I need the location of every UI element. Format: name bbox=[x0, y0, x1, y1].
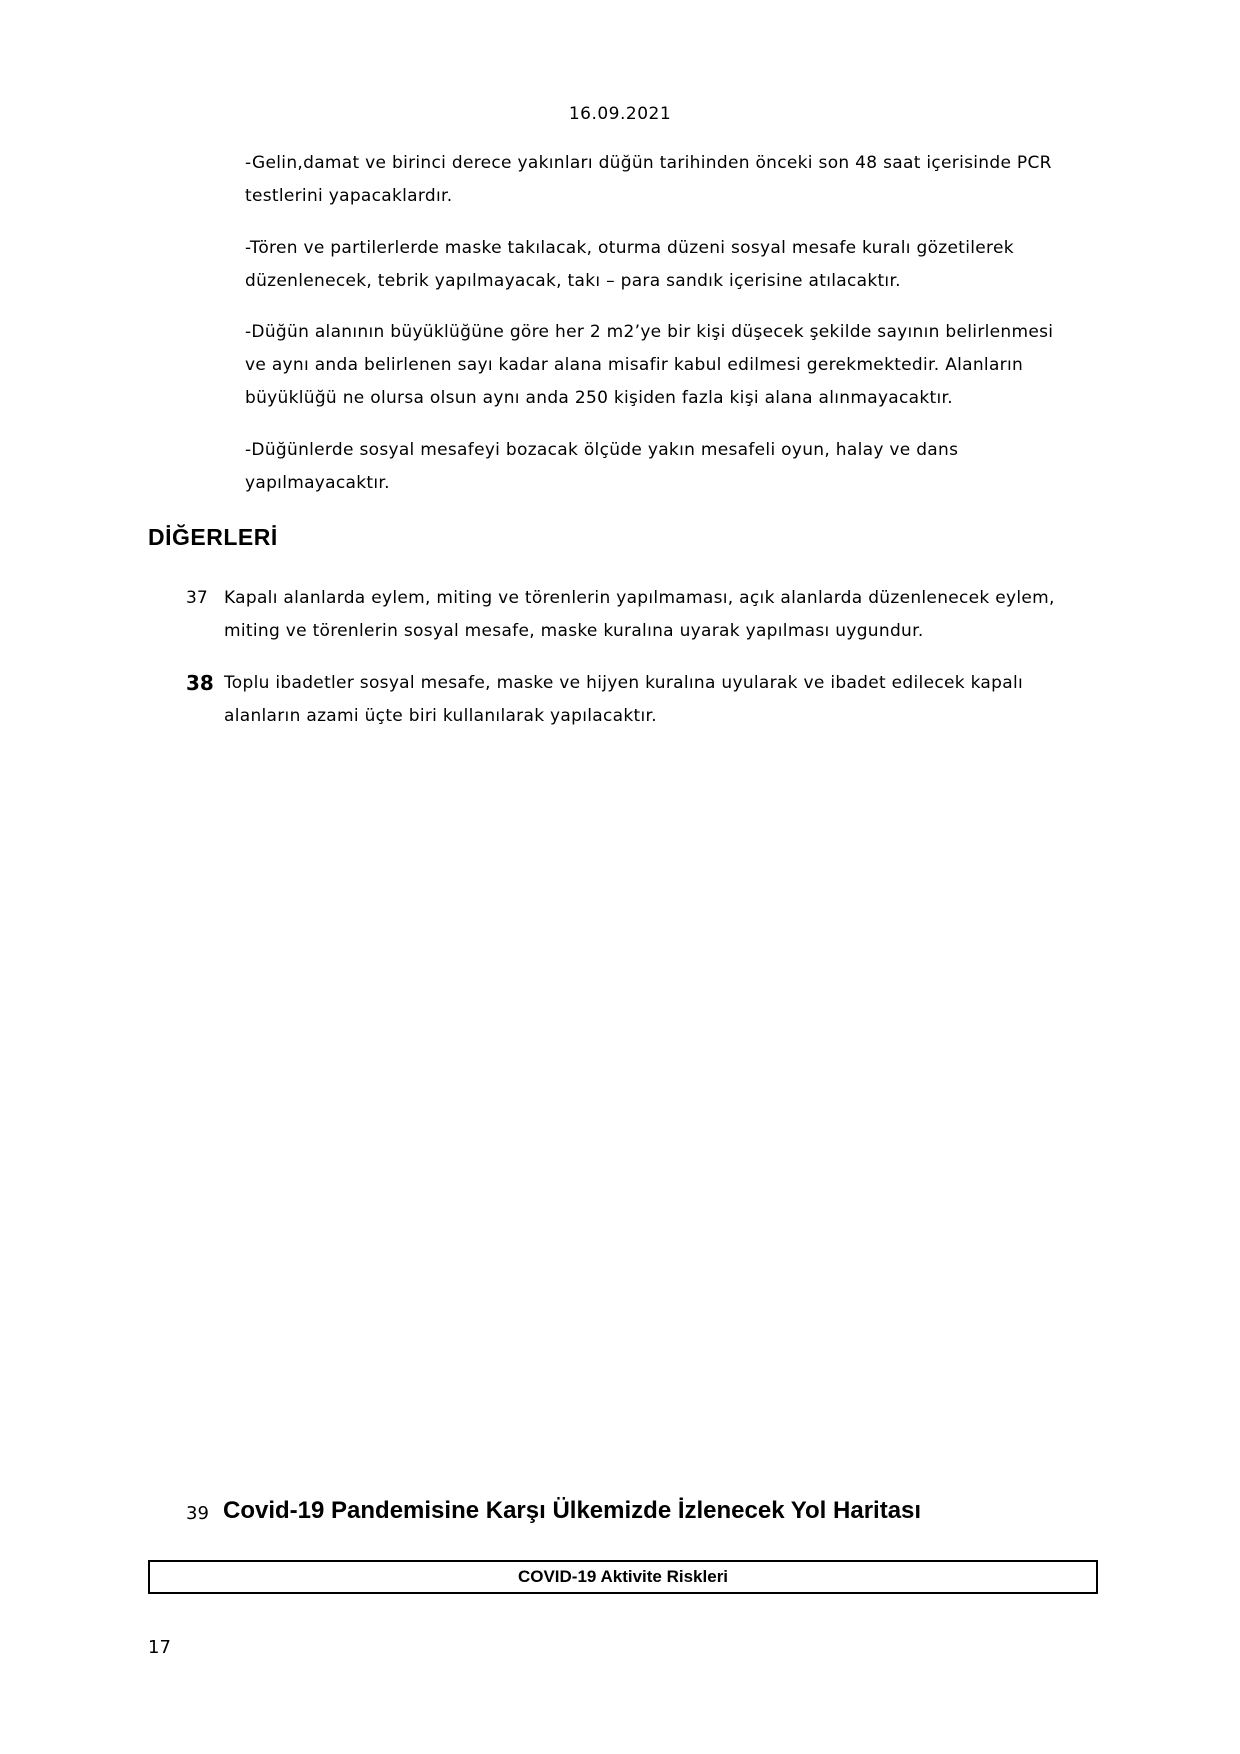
roadmap-heading: Covid-19 Pandemisine Karşı Ülkemizde İzlenecek Yol Haritası bbox=[223, 1497, 922, 1524]
paragraph-line: ve aynı anda belirlenen sayı kadar alana misafir kabul edilmesi gerekmektedir. Alanların bbox=[245, 355, 1024, 375]
paragraph-line: testlerini yapacaklardır. bbox=[245, 186, 453, 206]
item-text bbox=[224, 582, 1104, 648]
paragraph-line: -Düğün alanının büyüklüğüne göre her 2 m2’ye bir kişi düşecek şekilde sayının belirlenmesi bbox=[245, 322, 1054, 342]
item-number: 37 bbox=[186, 588, 208, 608]
item-text bbox=[224, 667, 1104, 733]
item-number: 39 bbox=[186, 1503, 209, 1524]
paragraph-pcr-test bbox=[245, 147, 1105, 213]
section-title-others: DİĞERLERİ bbox=[148, 524, 278, 550]
paragraph-line: -Düğünlerde sosyal mesafeyi bozacak ölçüde yakın mesafeli oyun, halay ve dans bbox=[245, 440, 959, 460]
paragraph-dance-ban bbox=[245, 434, 1105, 500]
paragraph-line: düzenlenecek, tebrik yapılmayacak, takı – para sandık içerisine atılacaktır. bbox=[245, 271, 901, 291]
paragraph-line: -Gelin,damat ve birinci derece yakınları düğün tarihinden önceki son 48 saat içerisinde PCR bbox=[245, 153, 1052, 173]
activity-risk-table bbox=[148, 1560, 1098, 1594]
paragraph-line: -Tören ve partilerlerde maske takılacak, oturma düzeni sosyal mesafe kuralı gözetilerek bbox=[245, 238, 1014, 258]
table-header: COVID-19 Aktivite Riskleri bbox=[517, 1567, 729, 1586]
item-text-line: alanların azami üçte biri kullanılarak yapılacaktır. bbox=[224, 706, 657, 726]
item-text-line: Kapalı alanlarda eylem, miting ve törenlerin yapılmaması, açık alanlarda düzenlenecek eylem, bbox=[224, 588, 1055, 608]
item-number: 38 bbox=[186, 671, 214, 695]
paragraph-line: büyüklüğü ne olursa olsun aynı anda 250 kişiden fazla kişi alana alınmayacaktır. bbox=[245, 388, 953, 408]
paragraph-venue-capacity bbox=[245, 316, 1105, 415]
item-text-line: Toplu ibadetler sosyal mesafe, maske ve hijyen kuralına uyularak ve ibadet edilecek kapalı bbox=[224, 673, 1024, 693]
page-number: 17 bbox=[148, 1637, 171, 1658]
paragraph-line: yapılmayacaktır. bbox=[245, 473, 390, 493]
paragraph-ceremony-mask bbox=[245, 232, 1105, 298]
item-text-line: miting ve törenlerin sosyal mesafe, maske kuralına uyarak yapılması uygundur. bbox=[224, 621, 924, 641]
document-date: 16.09.2021 bbox=[568, 104, 672, 124]
